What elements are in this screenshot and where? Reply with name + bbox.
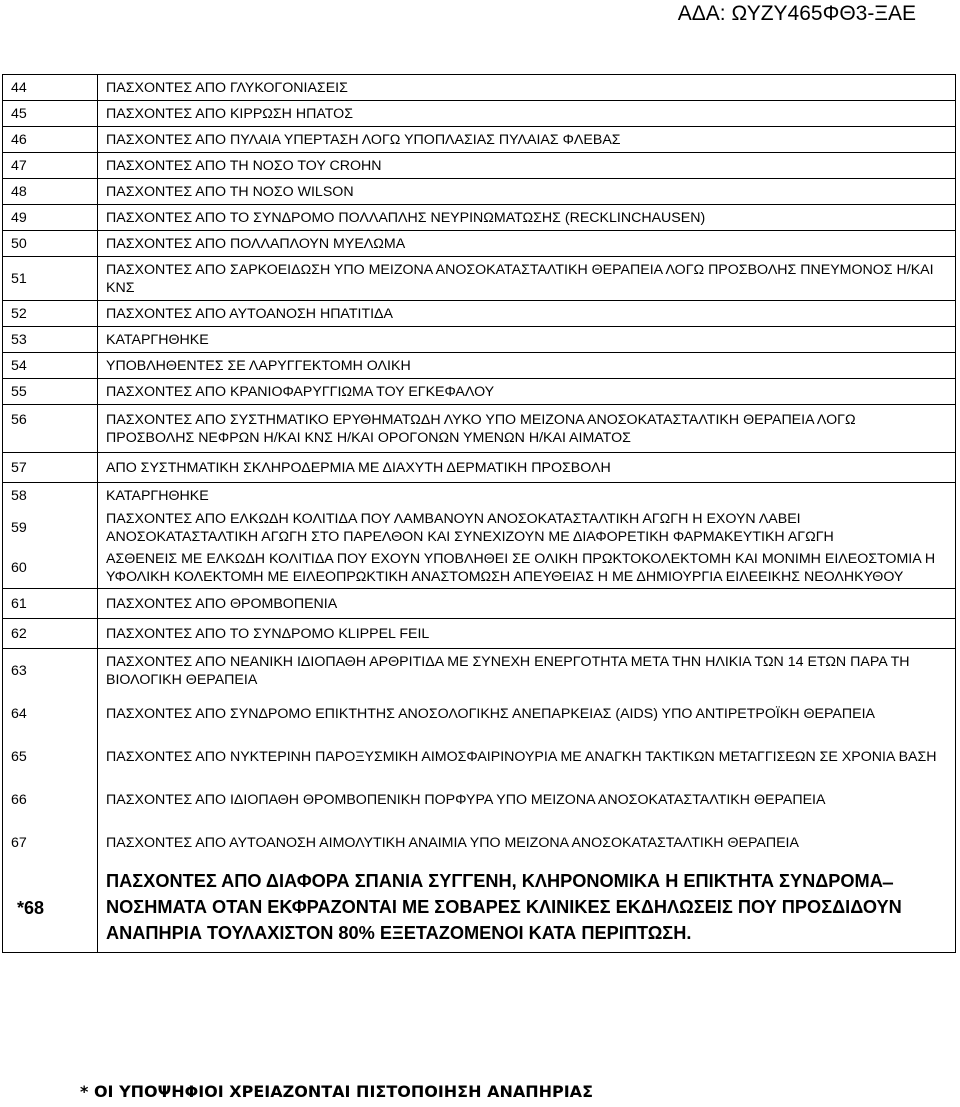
row-number: 64 xyxy=(3,692,98,735)
conditions-table xyxy=(2,74,956,953)
row-text: ΠΑΣΧΟΝΤΕΣ ΑΠΟ ΓΛΥΚΟΓΟΝΙΑΣΕΙΣ xyxy=(98,75,956,101)
footnote: * ΟΙ ΥΠΟΨΗΦΙΟΙ ΧΡΕΙΑΖΟΝΤΑΙ ΠΙΣΤΟΠΟΙΗΣΗ ΑΝΑΠΗΡΙΑΣ xyxy=(80,1082,593,1101)
table-row xyxy=(3,619,956,649)
table-row xyxy=(3,548,956,589)
row-number: 46 xyxy=(3,127,98,153)
row-text: ΠΑΣΧΟΝΤΕΣ ΑΠΟ ΣΥΝΔΡΟΜΟ ΕΠΙΚΤΗΤΗΣ ΑΝΟΣΟΛΟΓΙΚΗΣ ΑΝΕΠΑΡΚΕΙΑΣ (AIDS) ΥΠΟ ΑΝΤΙΡΕΤΡΟΪΚΗ ΘΕΡΑΠΕΙΑ xyxy=(98,692,956,735)
table-row xyxy=(3,483,956,509)
row-text: ΠΑΣΧΟΝΤΕΣ ΑΠΟ ΣΑΡΚΟΕΙΔΩΣΗ ΥΠΟ ΜΕΙΖΟΝΑ ΑΝΟΣΟΚΑΤΑΣΤΑΛΤΙΚΗ ΘΕΡΑΠΕΙΑ ΛΟΓΩ ΠΡΟΣΒΟΛΗΣ ΠΝΕΥΜΟΝΟΣ Η/ΚΑΙ ΚΝΣ xyxy=(98,257,956,301)
row-text: ΠΑΣΧΟΝΤΕΣ ΑΠΟ ΚΙΡΡΩΣΗ ΗΠΑΤΟΣ xyxy=(98,101,956,127)
table-row xyxy=(3,75,956,101)
table-row xyxy=(3,405,956,453)
row-number: 59 xyxy=(3,508,98,548)
row-number: 67 xyxy=(3,821,98,864)
row-text: ΑΣΘΕΝΕΙΣ ΜΕ ΕΛΚΩΔΗ ΚΟΛΙΤΙΔΑ ΠΟΥ ΕΧΟΥΝ ΥΠΟΒΛΗΘΕΙ ΣΕ ΟΛΙΚΗ ΠΡΩΚΤΟΚΟΛΕΚΤΟΜΗ ΚΑΙ ΜΟΝΙΜΗ ΕΙΛΕΟΣΤΟΜΙΑ Η ΥΦΟΛΙΚΗ ΚΟΛΕΚΤΟΜΗ ΜΕ ΕΙΛΕΟΠΡΩΚΤΙΚΗ ΑΝΑΣΤΟΜΩΣΗ ΑΠΕΥΘΕΙΑΣ Η ΜΕ ΔΗΜΙΟΥΡΓΙΑ ΕΙΛΕΕΙΚΗΣ ΝΕΟΛΗΚΥΘΟΥ xyxy=(98,548,956,589)
row-number: 56 xyxy=(3,405,98,453)
row-number: 60 xyxy=(3,548,98,589)
row-number: *68 xyxy=(3,864,98,953)
table-row xyxy=(3,231,956,257)
row-number: 54 xyxy=(3,353,98,379)
table-row xyxy=(3,864,956,953)
row-text: ΠΑΣΧΟΝΤΕΣ ΑΠΟ ΤΗ ΝΟΣΟ ΤΟΥ CROHN xyxy=(98,153,956,179)
row-number: 55 xyxy=(3,379,98,405)
row-number: 44 xyxy=(3,75,98,101)
table-row xyxy=(3,778,956,821)
row-text: ΥΠΟΒΛΗΘΕΝΤΕΣ ΣΕ ΛΑΡΥΓΓΕΚΤΟΜΗ ΟΛΙΚΗ xyxy=(98,353,956,379)
row-text: ΠΑΣΧΟΝΤΕΣ ΑΠΟ ΑΥΤΟΑΝΟΣΗ ΑΙΜΟΛΥΤΙΚΗ ΑΝΑΙΜΙΑ ΥΠΟ ΜΕΙΖΟΝΑ ΑΝΟΣΟΚΑΤΑΣΤΑΛΤΙΚΗ ΘΕΡΑΠΕΙΑ xyxy=(98,821,956,864)
row-text: ΠΑΣΧΟΝΤΕΣ ΑΠΟ ΑΥΤΟΑΝΟΣΗ ΗΠΑΤΙΤΙΔΑ xyxy=(98,301,956,327)
row-number: 50 xyxy=(3,231,98,257)
row-number: 57 xyxy=(3,453,98,483)
table-row xyxy=(3,735,956,778)
table-row xyxy=(3,301,956,327)
row-text: ΠΑΣΧΟΝΤΕΣ ΑΠΟ ΚΡΑΝΙΟΦΑΡΥΓΓΙΩΜΑ ΤΟΥ ΕΓΚΕΦΑΛΟΥ xyxy=(98,379,956,405)
table-row xyxy=(3,127,956,153)
ada-code: ΑΔΑ: ΩΥΖΥ465ΦΘ3-ΞΑΕ xyxy=(677,2,916,25)
row-number: 53 xyxy=(3,327,98,353)
row-text: ΠΑΣΧΟΝΤΕΣ ΑΠΟ ΕΛΚΩΔΗ ΚΟΛΙΤΙΔΑ ΠΟΥ ΛΑΜΒΑΝΟΥΝ ΑΝΟΣΟΚΑΤΑΣΤΑΛΤΙΚΗ ΑΓΩΓΗ Η ΕΧΟΥΝ ΛΑΒΕΙ ΑΝΟΣΟΚΑΤΑΣΤΑΛΤΙΚΗ ΑΓΩΓΗ ΣΤΟ ΠΑΡΕΛΘΟΝ ΚΑΙ ΣΥΝΕΧΙΖΟΥΝ ΜΕ ΔΙΑΦΟΡΕΤΙΚΗ ΦΑΡΜΑΚΕΥΤΙΚΗ ΑΓΩΓΗ xyxy=(98,508,956,548)
row-text: ΠΑΣΧΟΝΤΕΣ ΑΠΟ ΙΔΙΟΠΑΘΗ ΘΡΟΜΒΟΠΕΝΙΚΗ ΠΟΡΦΥΡΑ ΥΠΟ ΜΕΙΖΟΝΑ ΑΝΟΣΟΚΑΤΑΣΤΑΛΤΙΚΗ ΘΕΡΑΠΕΙΑ xyxy=(98,778,956,821)
table-row xyxy=(3,589,956,619)
row-text: ΠΑΣΧΟΝΤΕΣ ΑΠΟ ΤΟ ΣΥΝΔΡΟΜΟ KLIPPEL FEIL xyxy=(98,619,956,649)
row-text: ΠΑΣΧΟΝΤΕΣ ΑΠΟ ΣΥΣΤΗΜΑΤΙΚΟ ΕΡΥΘΗΜΑΤΩΔΗ ΛΥΚΟ ΥΠΟ ΜΕΙΖΟΝΑ ΑΝΟΣΟΚΑΤΑΣΤΑΛΤΙΚΗ ΘΕΡΑΠΕΙΑ ΛΟΓΩ ΠΡΟΣΒΟΛΗΣ ΝΕΦΡΩΝ Η/ΚΑΙ ΚΝΣ Η/ΚΑΙ ΟΡΟΓΟΝΩΝ ΥΜΕΝΩΝ Η/ΚΑΙ ΑΙΜΑΤΟΣ xyxy=(98,405,956,453)
row-text: ΠΑΣΧΟΝΤΕΣ ΑΠΟ ΝΕΑΝΙΚΗ ΙΔΙΟΠΑΘΗ ΑΡΘΡΙΤΙΔΑ ΜΕ ΣΥΝΕΧΗ ΕΝΕΡΓΟΤΗΤΑ ΜΕΤΑ ΤΗΝ ΗΛΙΚΙΑ ΤΩΝ 14 ΕΤΩΝ ΠΑΡΑ ΤΗ ΒΙΟΛΟΓΙΚΗ ΘΕΡΑΠΕΙΑ xyxy=(98,649,956,693)
table-row xyxy=(3,353,956,379)
row-text: ΠΑΣΧΟΝΤΕΣ ΑΠΟ ΤΗ ΝΟΣΟ WILSON xyxy=(98,179,956,205)
row-number: 58 xyxy=(3,483,98,509)
row-number: 51 xyxy=(3,257,98,301)
row-number: 48 xyxy=(3,179,98,205)
row-number: 45 xyxy=(3,101,98,127)
row-text: ΚΑΤΑΡΓΗΘΗΚΕ xyxy=(98,483,956,509)
row-text: ΠΑΣΧΟΝΤΕΣ ΑΠΟ ΝΥΚΤΕΡΙΝΗ ΠΑΡΟΞΥΣΜΙΚΗ ΑΙΜΟΣΦΑΙΡΙΝΟΥΡΙΑ ΜΕ ΑΝΑΓΚΗ ΤΑΚΤΙΚΩΝ ΜΕΤΑΓΓΙΣΕΩΝ ΣΕ ΧΡΟΝΙΑ ΒΑΣΗ xyxy=(98,735,956,778)
table-row xyxy=(3,205,956,231)
table-row xyxy=(3,179,956,205)
row-text: ΠΑΣΧΟΝΤΕΣ ΑΠΟ ΘΡΟΜΒΟΠΕΝΙΑ xyxy=(98,589,956,619)
row-number: 65 xyxy=(3,735,98,778)
table-row xyxy=(3,649,956,693)
table-row xyxy=(3,821,956,864)
row-number: 61 xyxy=(3,589,98,619)
row-number: 49 xyxy=(3,205,98,231)
table-row xyxy=(3,101,956,127)
row-number: 52 xyxy=(3,301,98,327)
row-text: ΚΑΤΑΡΓΗΘΗΚΕ xyxy=(98,327,956,353)
row-number: 62 xyxy=(3,619,98,649)
table-row xyxy=(3,153,956,179)
row-number: 47 xyxy=(3,153,98,179)
row-text: ΠΑΣΧΟΝΤΕΣ ΑΠΟ ΠΥΛΑΙΑ ΥΠΕΡΤΑΣΗ ΛΟΓΩ ΥΠΟΠΛΑΣΙΑΣ ΠΥΛΑΙΑΣ ΦΛΕΒΑΣ xyxy=(98,127,956,153)
row-text: ΑΠΟ ΣΥΣΤΗΜΑΤΙΚΗ ΣΚΛΗΡΟΔΕΡΜΙΑ ΜΕ ΔΙΑΧΥΤΗ ΔΕΡΜΑΤΙΚΗ ΠΡΟΣΒΟΛΗ xyxy=(98,453,956,483)
row-number: 63 xyxy=(3,649,98,693)
table-row xyxy=(3,327,956,353)
row-number: 66 xyxy=(3,778,98,821)
table-row xyxy=(3,379,956,405)
table-row xyxy=(3,508,956,548)
table-row xyxy=(3,257,956,301)
row-text: ΠΑΣΧΟΝΤΕΣ ΑΠΟ ΠΟΛΛΑΠΛΟΥΝ ΜΥΕΛΩΜΑ xyxy=(98,231,956,257)
table-row xyxy=(3,453,956,483)
row-text: ΠΑΣΧΟΝΤΕΣ ΑΠΟ ΤΟ ΣΥΝΔΡΟΜΟ ΠΟΛΛΑΠΛΗΣ ΝΕΥΡΙΝΩΜΑΤΩΣΗΣ (RECKLINCHAUSEN) xyxy=(98,205,956,231)
table-row xyxy=(3,692,956,735)
row-text: ΠΑΣΧΟΝΤΕΣ ΑΠΟ ΔΙΑΦΟΡΑ ΣΠΑΝΙΑ ΣΥΓΓΕΝΗ, ΚΛΗΡΟΝΟΜΙΚΑ Η ΕΠΙΚΤΗΤΑ ΣΥΝΔΡΟΜΑ ̶ ΝΟΣΗΜΑΤΑ ΟΤΑΝ ΕΚΦΡΑΖΟΝΤΑΙ ΜΕ ΣΟΒΑΡΕΣ ΚΛΙΝΙΚΕΣ ΕΚΔΗΛΩΣΕΙΣ ΠΟΥ ΠΡΟΣΔΙΔΟΥΝ ΑΝΑΠΗΡΙΑ ΤΟΥΛΑΧΙΣΤΟΝ 80% ΕΞΕΤΑΖΟΜΕΝΟΙ ΚΑΤΑ ΠΕΡΙΠΤΩΣΗ. xyxy=(98,864,956,953)
